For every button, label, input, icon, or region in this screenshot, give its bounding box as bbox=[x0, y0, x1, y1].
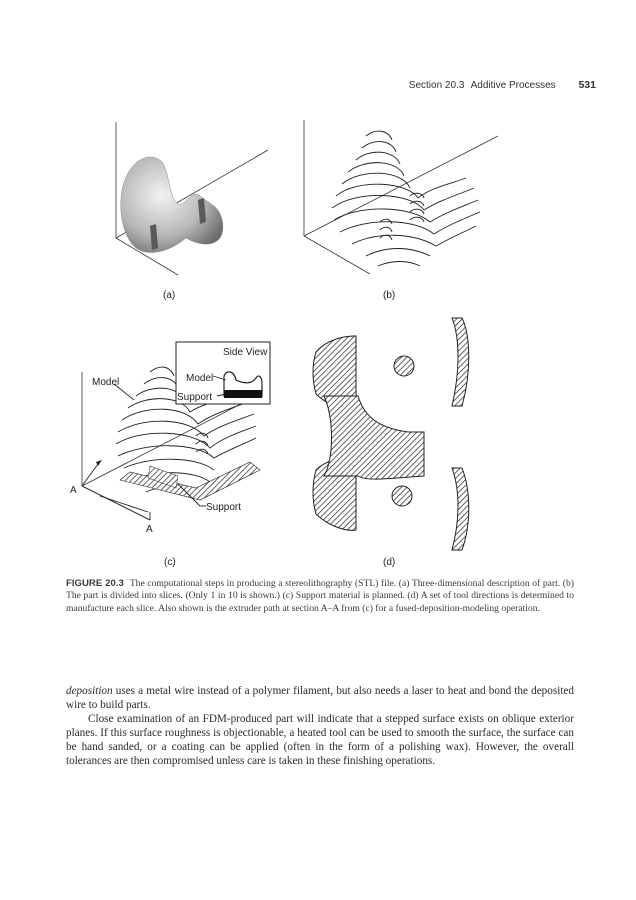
shaded-part bbox=[121, 157, 223, 252]
panel-d-drawing bbox=[313, 318, 469, 550]
label-model: Model bbox=[92, 377, 120, 388]
panel-label-d: (d) bbox=[383, 557, 396, 568]
panel-label-b: (b) bbox=[383, 290, 396, 301]
section-right-lower bbox=[452, 468, 469, 550]
paragraph-2: Close examination of an FDM-produced part will indicate that a stepped surface exists on oblique exterior planes. If this surface roughness is objectionable, a heated tool can be used to smooth the surface, the surface can be hand sanded, or a coating can be applied (often in the form of a polishing wax). However, the overall tolerances are then compromised unless care is taken in these finishing operations. bbox=[66, 713, 574, 768]
label-section-a-bottom: A bbox=[146, 524, 153, 535]
body-text bbox=[66, 684, 574, 769]
panel-a-drawing bbox=[116, 122, 268, 275]
panel-label-a: (a) bbox=[163, 290, 176, 301]
figure-caption bbox=[66, 578, 574, 615]
header-section: Section 20.3 bbox=[408, 80, 465, 91]
panel-b-drawing bbox=[304, 120, 498, 274]
header-topic: Additive Processes bbox=[470, 80, 556, 91]
section-boss-lower bbox=[392, 486, 412, 506]
paragraph-1-rest: uses a metal wire instead of a polymer filament, but also needs a laser to heat and bond the deposited wire to build parts. bbox=[66, 685, 574, 712]
support-structure bbox=[120, 462, 260, 500]
label-section-a-left: A bbox=[70, 485, 77, 496]
section-right-upper bbox=[452, 318, 469, 406]
section-center-web bbox=[324, 396, 424, 479]
panel-label-c: (c) bbox=[164, 557, 176, 568]
label-support-inset: Support bbox=[177, 392, 213, 403]
inset-support-fill bbox=[224, 390, 262, 398]
paragraph-1 bbox=[66, 684, 574, 712]
label-side-view: Side View bbox=[223, 347, 268, 358]
section-boss-upper bbox=[394, 356, 414, 376]
label-model-inset: Model bbox=[186, 373, 214, 384]
caption-text: The computational steps in producing a stereolithography (STL) file. (a) Three-dimensional description of part. (b) The part is divided into slices. (Only 1 in 10 is shown.) (c) Support material is planned. (d) A set of tool directions is determined to manufacture each slice. Also shown is the extruder path at section A–A from (c) for a fused-deposition-modeling operation. bbox=[66, 578, 574, 614]
panel-c-drawing bbox=[70, 342, 270, 535]
term-deposition: deposition bbox=[66, 685, 113, 697]
slice-lines bbox=[332, 131, 480, 266]
figure-id: FIGURE 20.3 bbox=[66, 578, 124, 589]
page-number: 531 bbox=[578, 79, 596, 91]
label-support: Support bbox=[206, 502, 242, 513]
